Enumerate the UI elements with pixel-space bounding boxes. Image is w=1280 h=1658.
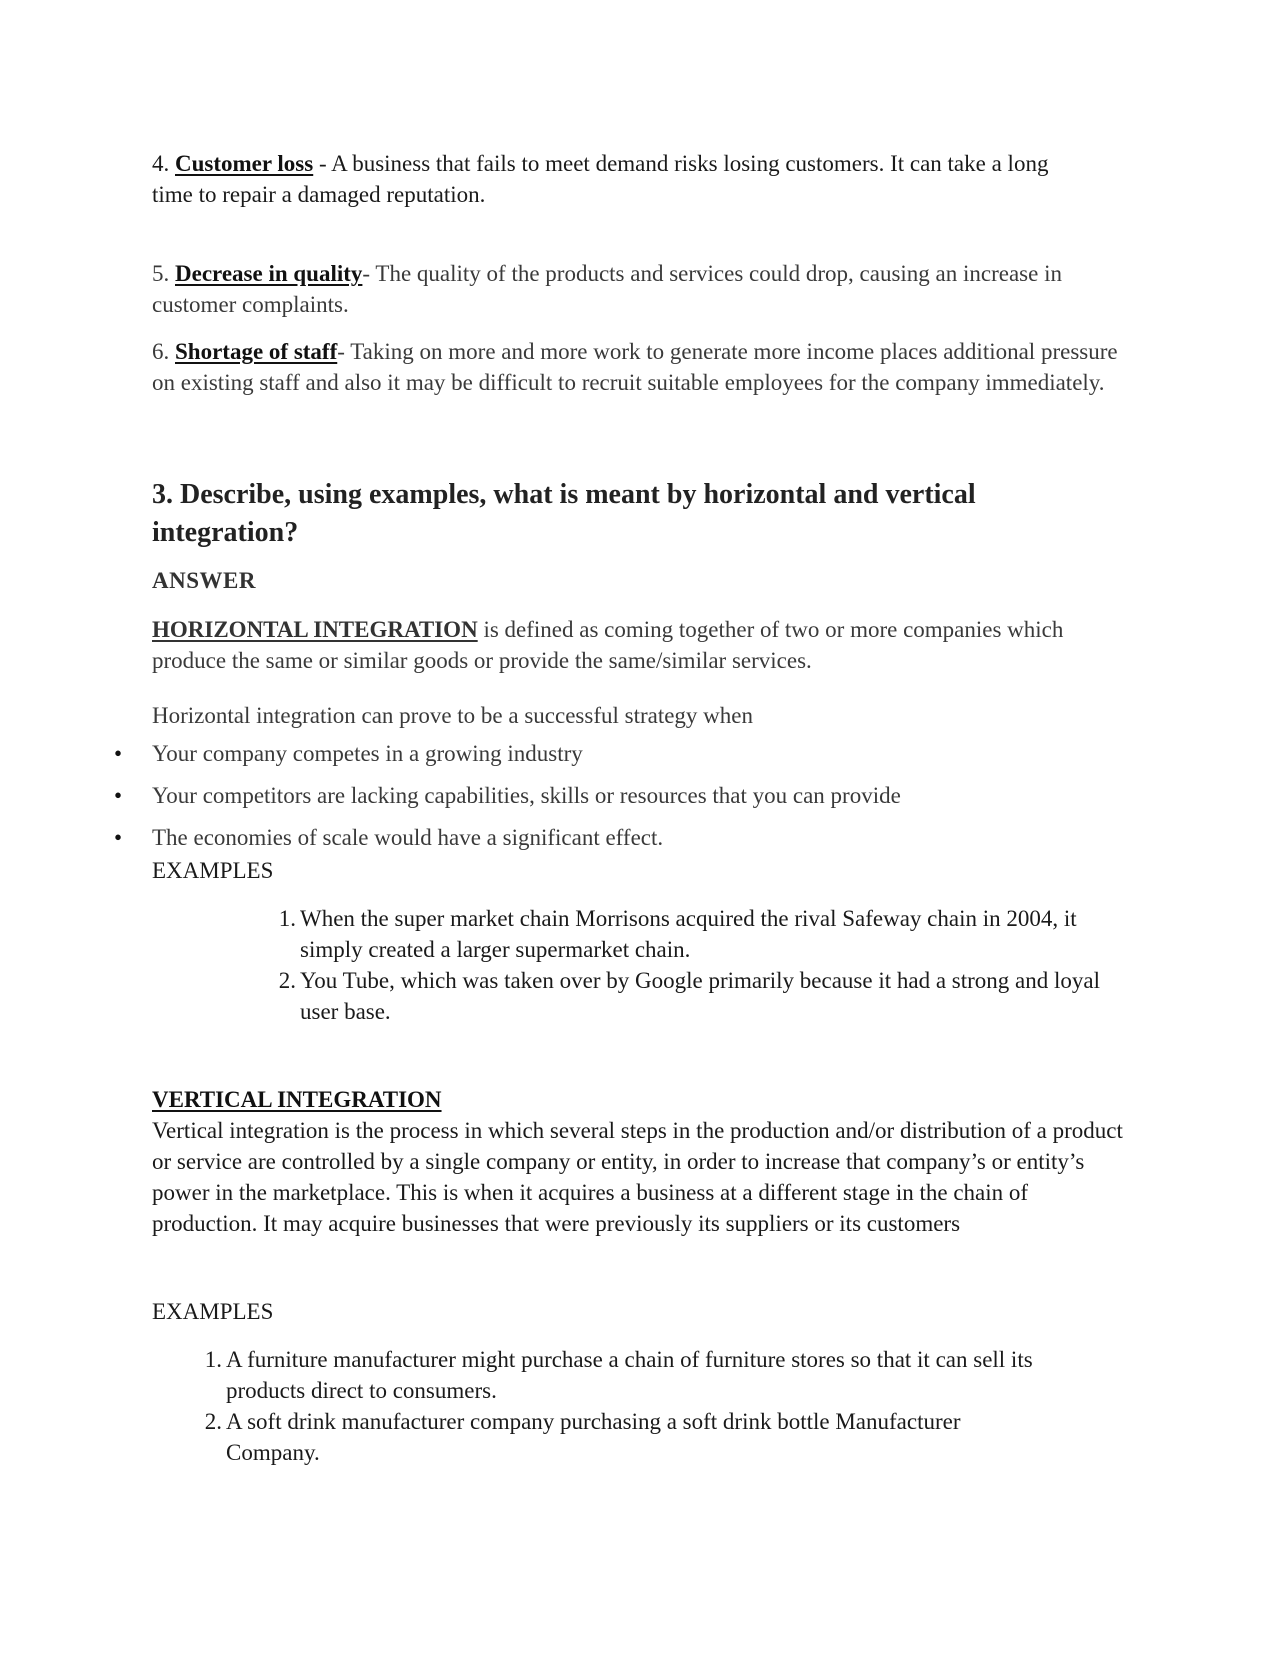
- term-customer-loss: Customer loss: [175, 151, 314, 176]
- vertical-definition: Vertical integration is the process in which several steps in the production and/or distribution of a product or service are controlled by a single company or entity, in order to increase that company’s or entity’s power in the marketplace. This is when it acquires a business at a different stage in the chain of production. It may acquire businesses that were previously its suppliers or its customers: [152, 1118, 1123, 1236]
- vertical-example-item: 2. A soft drink manufacturer company purchasing a soft drink bottle Manufacturer Company.: [204, 1409, 961, 1465]
- term-decrease-in-quality: Decrease in quality: [175, 261, 363, 286]
- term-horizontal-integration: HORIZONTAL INTEGRATION: [152, 617, 478, 642]
- bullet-icon: •: [114, 783, 123, 808]
- point-shortage-of-staff: 6. Shortage of staff- Taking on more and more work to generate more income places additional pressure on existing staff and also it may be difficult to recruit suitable employees for the company immediately.: [152, 339, 1118, 395]
- horizontal-definition: HORIZONTAL INTEGRATION is defined as coming together of two or more companies which produce the same or similar goods or provide the same/similar services.: [152, 617, 1064, 673]
- vertical-heading: VERTICAL INTEGRATION: [152, 1087, 442, 1112]
- answer-label: ANSWER: [152, 568, 256, 593]
- horizontal-intro: Horizontal integration can prove to be a successful strategy when: [152, 703, 753, 728]
- term-shortage-of-staff: Shortage of staff: [175, 339, 338, 364]
- horizontal-examples-label: EXAMPLES: [152, 858, 274, 883]
- horizontal-example-item: 2. You Tube, which was taken over by Google primarily because it had a strong and loyal user base.: [278, 968, 1100, 1024]
- document-page: 4. Customer loss - A business that fails to meet demand risks losing customers. It can take a long time to repair a damaged reputation. 5. Decrease in quality- The quality of the products and services could drop, causing an increase in customer complaints. 6. Shortage of staff- Taking on more and more work to generate more income places additional pressure on existing staff and also it may be difficult to recruit suitable employees for the company immediately. 3. Describe, using examples, what is meant by horizontal and vertical integration? ANSWER HORIZONTAL INTEGRATION is defined as coming together of two or more companies which produce the same or similar goods or provide the same/similar services. Horizontal integration can prove to be a successful strategy when • Your company competes in a growing industry • Your competitors are lacking capabilities, skills or resources that you can provide • The economies of scale would have a significant effect. EXAMPLES 1. When the super market chain Morrisons acquired the rival Safeway chain in 2004, it simply created a larger supermarket chain. 2. You Tube, which was taken over by Google primarily because it had a strong and loyal user base. VERTICAL INTEGRATION Vertical integration is the process in which several steps in the production and/or distribution of a product or service are controlled by a single company or entity, in order to increase that company’s or entity’s power in the marketplace. This is when it acquires a business at a different stage in the chain of production. It may acquire businesses that were previously its suppliers or its customers EXAMPLES 1. A furniture manufacturer might purchase a chain of furniture stores so that it can sell its products direct to consumers. 2. A soft drink manufacturer company purchasing a soft drink bottle Manufacturer Company.: [0, 0, 1280, 1658]
- bullet-icon: •: [114, 825, 123, 850]
- question-heading: 3. Describe, using examples, what is meant by horizontal and vertical integration?: [152, 479, 976, 548]
- vertical-example-item: 1. A furniture manufacturer might purchase a chain of furniture stores so that it can sell its products direct to consumers.: [204, 1347, 1033, 1403]
- vertical-examples-label: EXAMPLES: [152, 1299, 274, 1324]
- horizontal-example-item: 1. When the super market chain Morrisons acquired the rival Safeway chain in 2004, it simply created a larger supermarket chain.: [278, 906, 1077, 962]
- bullet-icon: •: [114, 741, 123, 766]
- point-decrease-in-quality: 5. Decrease in quality- The quality of the products and services could drop, causing an increase in customer complaints.: [152, 261, 1062, 317]
- point-customer-loss: 4. Customer loss - A business that fails to meet demand risks losing customers. It can take a long time to repair a damaged reputation.: [152, 151, 1049, 207]
